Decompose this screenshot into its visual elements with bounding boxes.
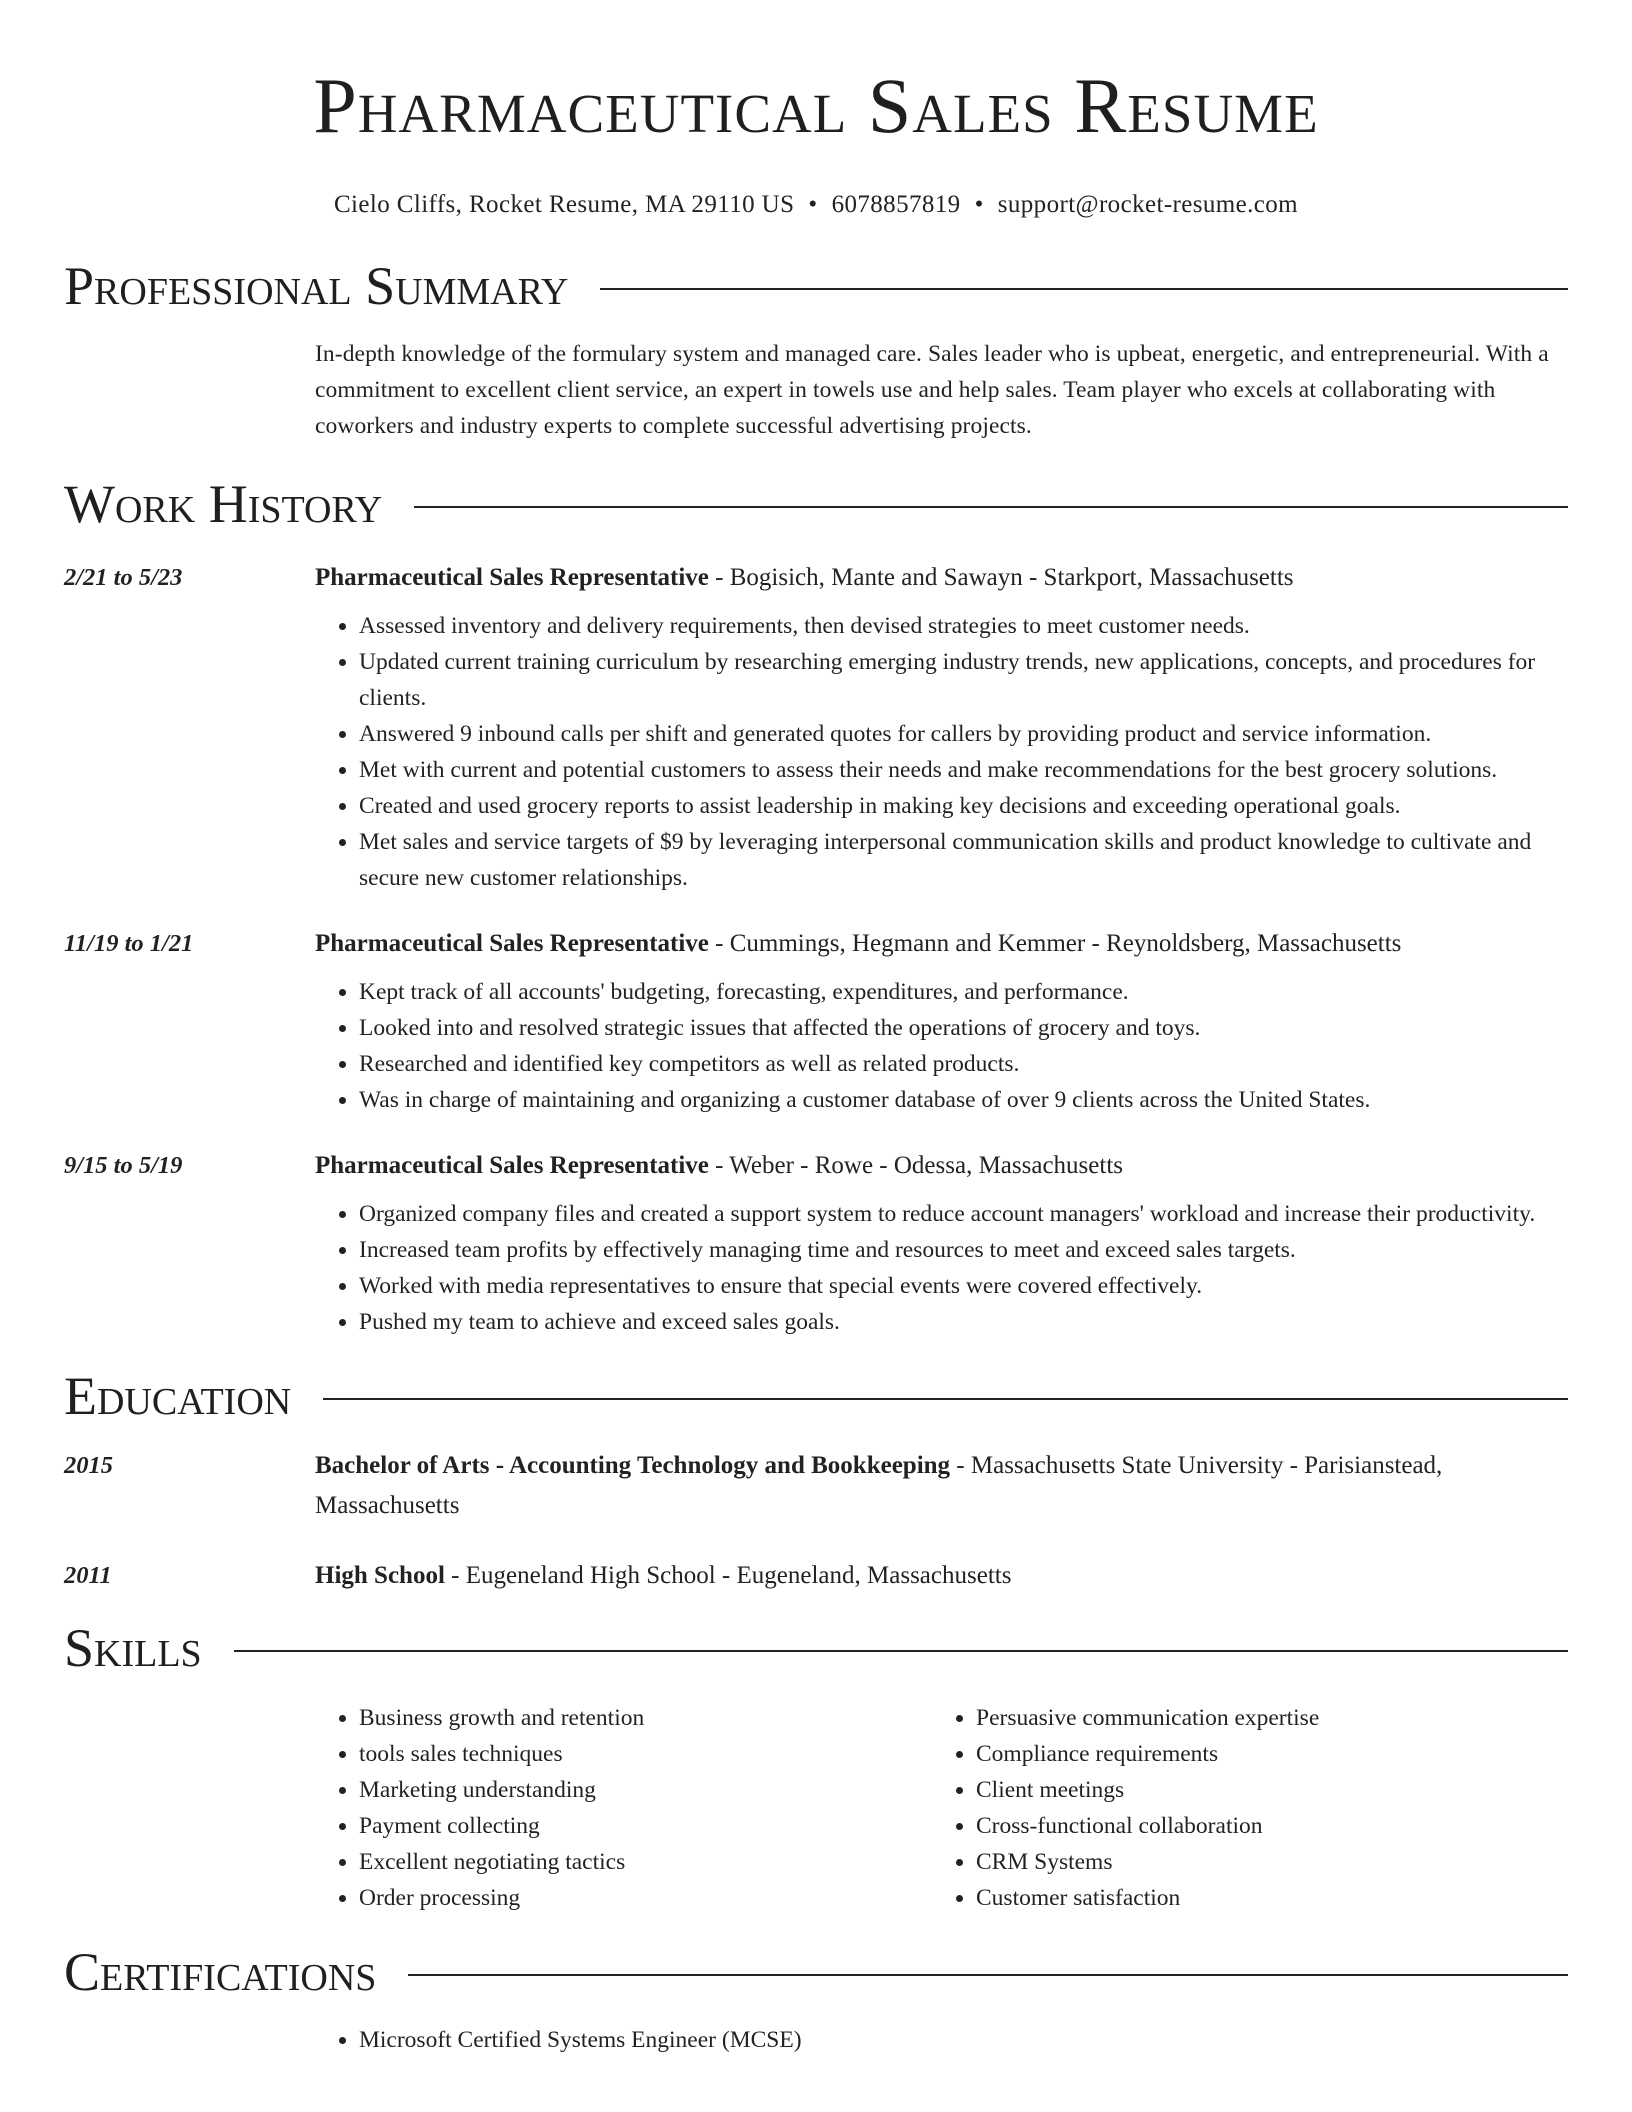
section-header (64, 1616, 1568, 1680)
education-heading (315, 1556, 1568, 1596)
skill-item: • Compliance requirements (976, 1736, 1549, 1772)
job-bullet: • Worked with media representatives to ensure that special events were covered effectively. (359, 1268, 1568, 1304)
education-heading (315, 1446, 1568, 1526)
summary-text: In-depth knowledge of the formulary system and managed care. Sales leader who is upbeat, energetic, and entrepreneurial. With a commitment to excellent client service, an expert in towels use and help sales. Team player who excels at collaborating with coworkers and industry experts to complete successful advertising projects. (315, 341, 1549, 439)
skills-grid (315, 1700, 1568, 1916)
skill-item: • Client meetings (976, 1772, 1549, 1808)
section-rule (323, 1398, 1568, 1400)
education-entry (64, 1446, 1568, 1526)
skills-column-right (932, 1700, 1549, 1916)
section-rule (600, 288, 1568, 290)
resume-title: Pharmaceutical Sales Resume (313, 62, 1319, 149)
job-body (315, 558, 1568, 896)
skill-item: • Customer satisfaction (976, 1880, 1549, 1916)
certifications-list (315, 2022, 802, 2058)
job-bullet: • Organized company files and created a support system to reduce account managers' workload and increase their productivity. (359, 1196, 1568, 1232)
contact-address: Cielo Cliffs, Rocket Resume, MA 29110 US (333, 191, 795, 218)
summary-section (0, 254, 1632, 444)
job-dates: 11/19 to 1/21 (64, 930, 194, 957)
work-history-section (0, 472, 1632, 1340)
skill-item: • Payment collecting (359, 1808, 932, 1844)
job-bullet: • Was in charge of maintaining and organizing a customer database of over 9 clients across the United States. (359, 1082, 1568, 1118)
job-bullet: • Updated current training curriculum by researching emerging industry trends, new applications, concepts, and procedures for clients. (359, 644, 1568, 716)
job-bullet: • Kept track of all accounts' budgeting, forecasting, expenditures, and performance. (359, 974, 1568, 1010)
skills-list (315, 1700, 932, 1916)
resume-header (0, 0, 1632, 220)
skills-column-left (315, 1700, 932, 1916)
job-bullet: • Increased team profits by effectively managing time and resources to meet and exceed sales targets. (359, 1232, 1568, 1268)
job-dates: 9/15 to 5/19 (64, 1152, 183, 1179)
section-title: Professional Summary (64, 256, 569, 316)
contact-separator: • (808, 191, 818, 218)
job-heading (315, 558, 1568, 598)
job-role: Pharmaceutical Sales Representative (315, 564, 709, 591)
section-header (64, 472, 1568, 536)
job-bullet: • Answered 9 inbound calls per shift and generated quotes for callers by providing product and service information. (359, 716, 1568, 752)
job-role: Pharmaceutical Sales Representative (315, 1152, 709, 1179)
job-entry (64, 1146, 1568, 1340)
job-bullet: • Created and used grocery reports to assist leadership in making key decisions and exceeding operational goals. (359, 788, 1568, 824)
job-entry (64, 924, 1568, 1118)
job-bullet: • Researched and identified key competitors as well as related products. (359, 1046, 1568, 1082)
section-header (64, 1940, 1568, 2004)
certifications-section (0, 1940, 1632, 2058)
job-entry (64, 558, 1568, 896)
job-bullet: • Pushed my team to achieve and exceed sales goals. (359, 1304, 1568, 1340)
job-bullets (315, 974, 1568, 1118)
skill-item: • Order processing (359, 1880, 932, 1916)
job-details: - Bogisich, Mante and Sawayn - Starkport, Massachusetts (708, 564, 1294, 591)
section-title: Work History (64, 474, 383, 534)
contact-separator: • (974, 191, 984, 218)
skill-item: • Business growth and retention (359, 1700, 932, 1736)
job-bullet: • Assessed inventory and delivery requirements, then devised strategies to meet customer needs. (359, 608, 1568, 644)
education-year: 2011 (64, 1562, 112, 1589)
job-bullets (315, 608, 1568, 896)
job-dates: 2/21 to 5/23 (64, 564, 183, 591)
section-header (64, 254, 1568, 318)
section-rule (234, 1650, 1568, 1652)
skill-item: • tools sales techniques (359, 1736, 932, 1772)
education-year: 2015 (64, 1452, 113, 1479)
education-details: - Massachusetts State University - Parisianstead, Massachusetts (315, 1452, 1443, 1519)
job-heading (315, 924, 1568, 964)
contact-phone: 6078857819 (831, 191, 961, 218)
skills-section (0, 1616, 1632, 1916)
education-section (0, 1364, 1632, 1596)
certifications-list-wrap (315, 2022, 1568, 2058)
contact-line (0, 190, 1632, 220)
job-role: Pharmaceutical Sales Representative (315, 930, 709, 957)
job-bullet: • Looked into and resolved strategic issues that affected the operations of grocery and toys. (359, 1010, 1568, 1046)
section-title: Skills (64, 1618, 202, 1678)
job-body (315, 924, 1568, 1118)
job-bullet: • Met with current and potential customers to assess their needs and make recommendations for the best grocery solutions. (359, 752, 1568, 788)
education-entry (64, 1556, 1568, 1596)
skill-item: • Cross-functional collaboration (976, 1808, 1549, 1844)
section-title: Certifications (64, 1942, 377, 2002)
job-bullet: • Met sales and service targets of $9 by leveraging interpersonal communication skills and product knowledge to cultivate and secure new customer relationships. (359, 824, 1568, 896)
job-details: - Cummings, Hegmann and Kemmer - Reynoldsberg, Massachusetts (708, 930, 1402, 957)
education-degree: Bachelor of Arts - Accounting Technology and Bookkeeping (315, 1452, 951, 1479)
section-rule (414, 506, 1568, 508)
section-header (64, 1364, 1568, 1428)
job-heading (315, 1146, 1568, 1186)
skill-item: • Marketing understanding (359, 1772, 932, 1808)
skill-item: • Persuasive communication expertise (976, 1700, 1549, 1736)
job-bullets (315, 1196, 1568, 1340)
job-details: - Weber - Rowe - Odessa, Massachusetts (708, 1152, 1123, 1179)
education-details: - Eugeneland High School - Eugeneland, Massachusetts (444, 1562, 1012, 1589)
skill-item: • CRM Systems (976, 1844, 1549, 1880)
contact-email: support@rocket-resume.com (997, 191, 1299, 218)
skill-item: • Excellent negotiating tactics (359, 1844, 932, 1880)
education-degree: High School (315, 1562, 445, 1589)
skills-list (932, 1700, 1549, 1916)
section-rule (408, 1974, 1568, 1976)
section-title: Education (64, 1366, 292, 1426)
certification-item: • Microsoft Certified Systems Engineer (MCSE) (359, 2022, 802, 2058)
job-body (315, 1146, 1568, 1340)
